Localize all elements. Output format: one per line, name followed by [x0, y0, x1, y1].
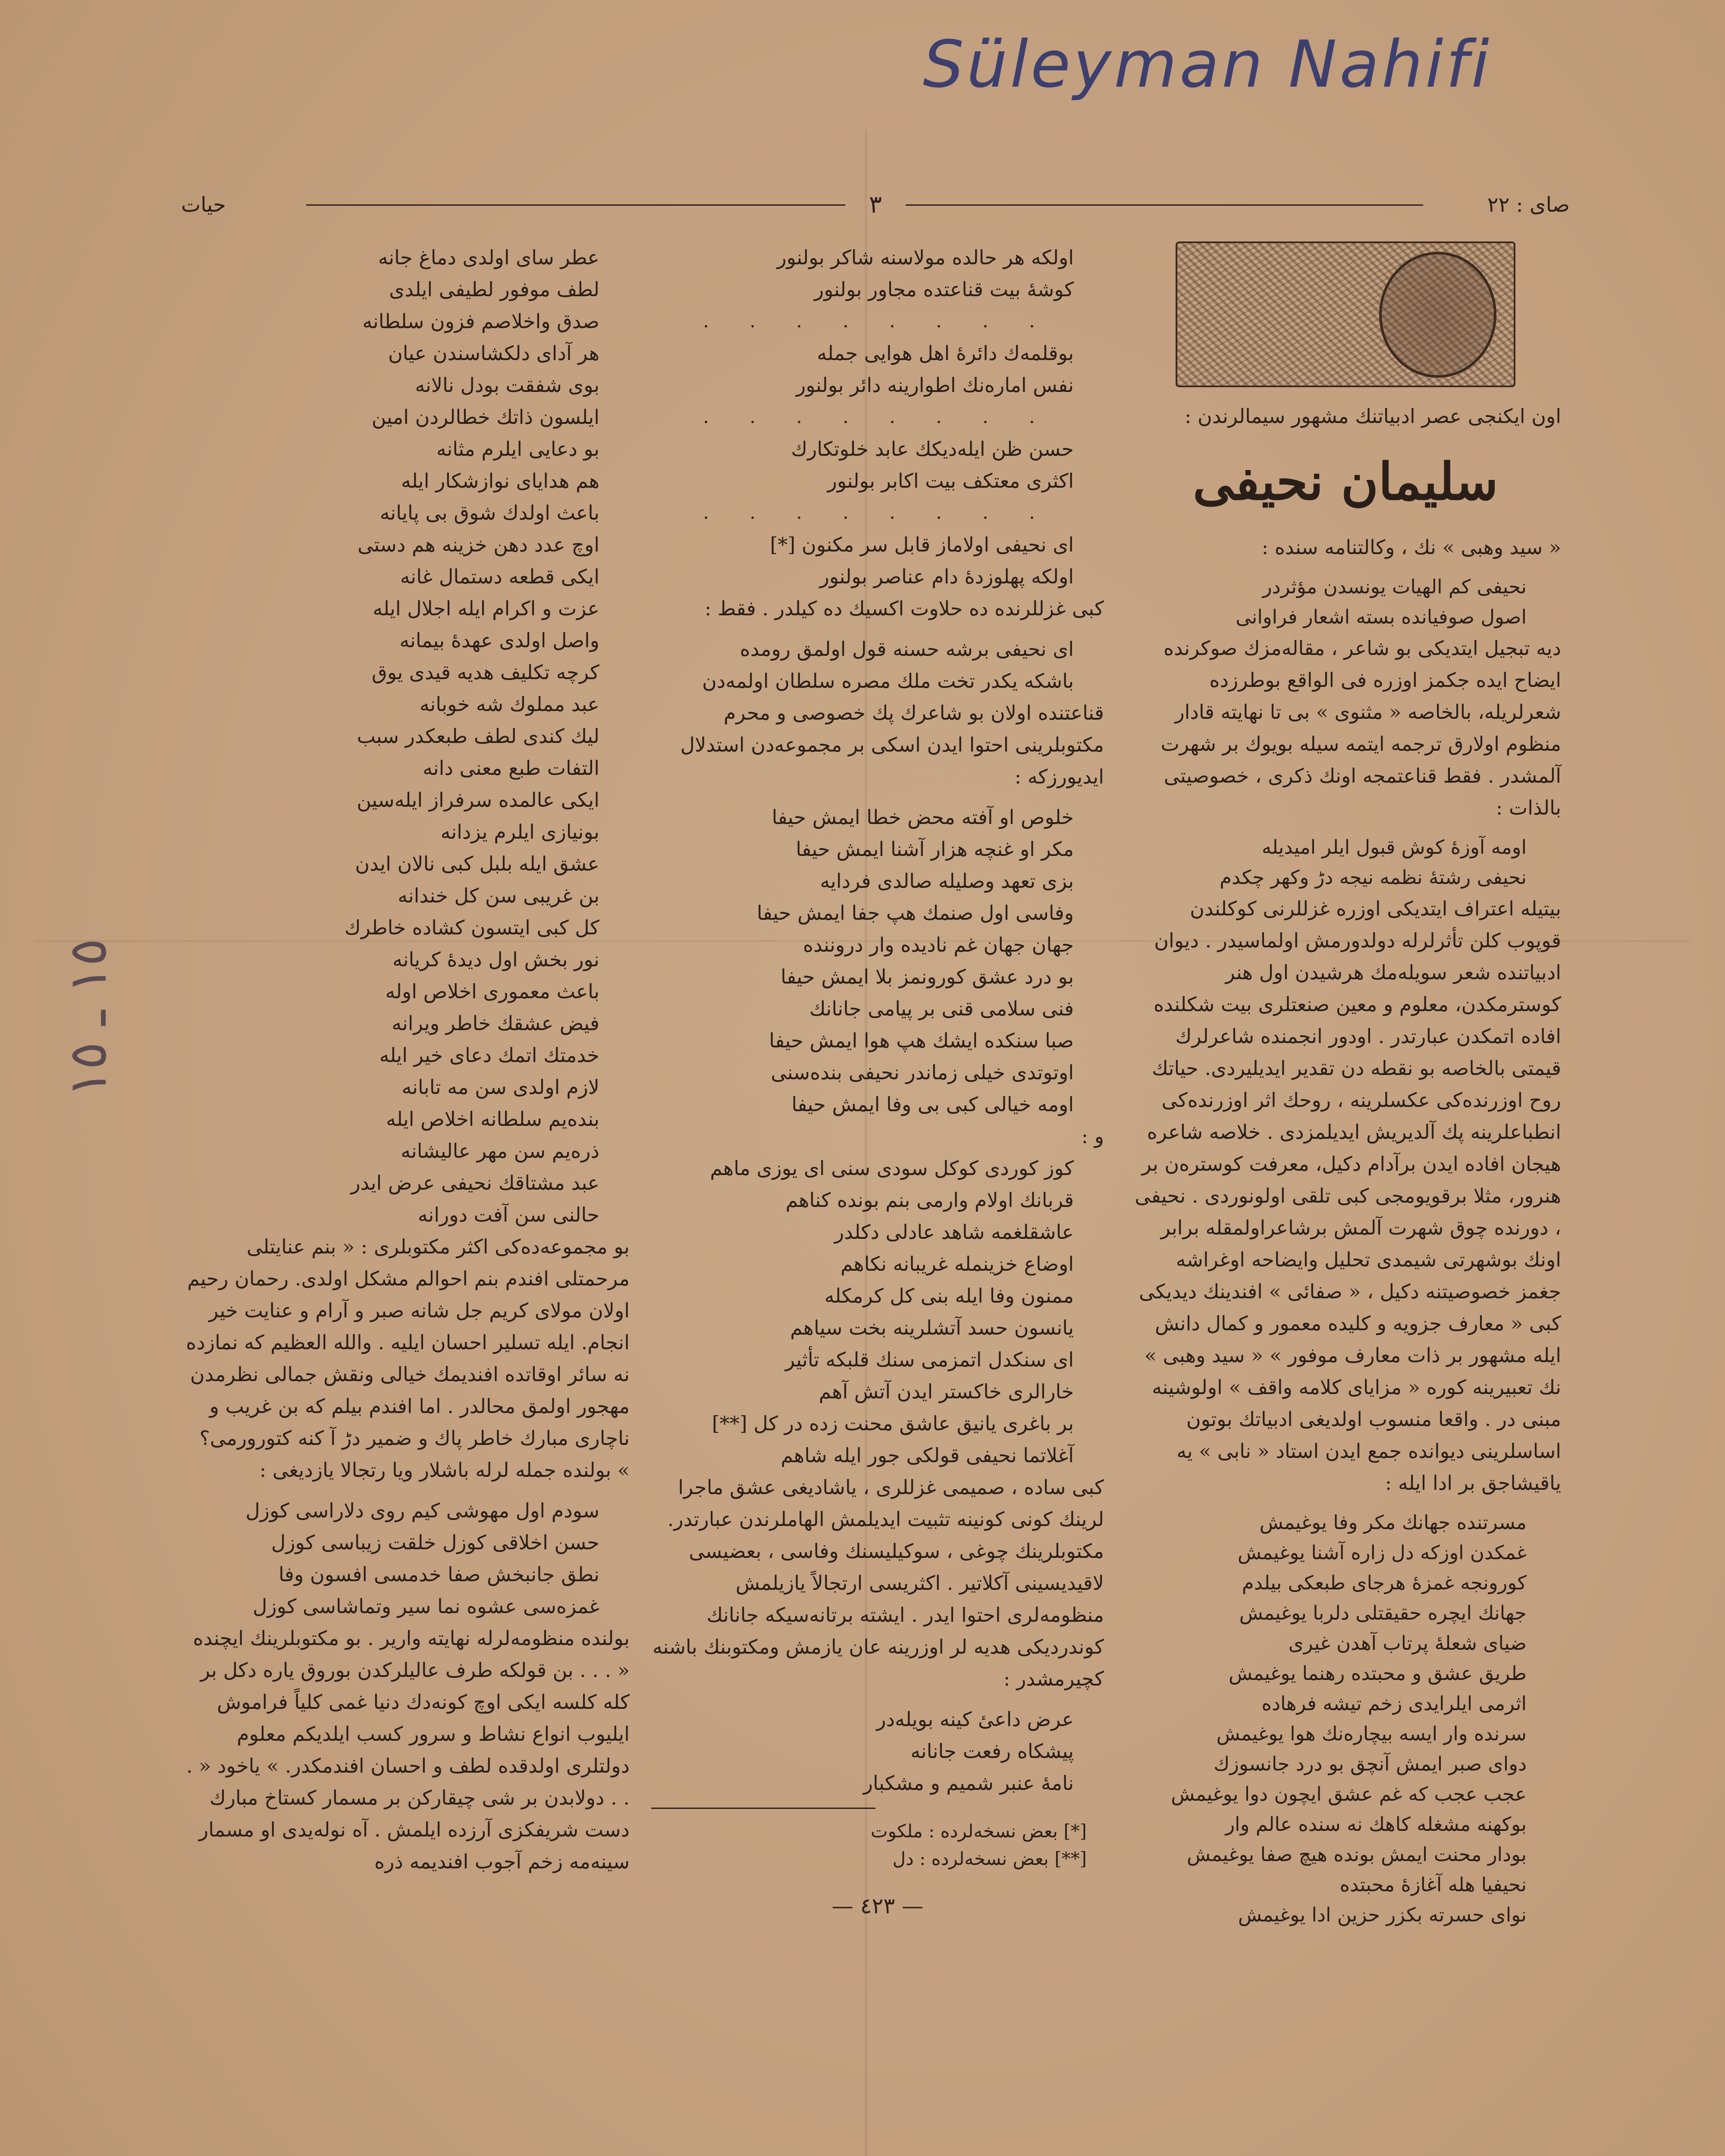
verse-line: واصل اولدی عهدهٔ بیمانه: [399, 629, 599, 652]
ellipsis-divider: . . . . . . . .: [703, 501, 1052, 523]
verse-line: جهان جهان غم نادیده وار دروننده: [803, 933, 1074, 956]
verse-line: لیك کندی لطف طبعکدر سبب: [357, 724, 599, 748]
footnote-rule: [651, 1808, 875, 1809]
verse-line: عجب عجب که غم عشق ایچون دوا یوغیمش: [1171, 1783, 1527, 1805]
verse-line: جهانك ایچره حقیقتلی دلربا یوغیمش: [1239, 1601, 1527, 1624]
verse-line: ذرەیم سن مهر عالیشانه: [401, 1139, 599, 1163]
verse-line: دوای صبر ایمش آنچق بو درد جانسوزك: [1214, 1752, 1527, 1775]
verse-line: وفاسی اول صنمك هپ جفا ایمش حیفا: [756, 901, 1074, 924]
verse-line: عاشقلغمه شاهد عادلی دکلدر: [834, 1220, 1074, 1244]
header-page-number: ٣: [869, 191, 882, 219]
verse-line: بونیازی ایلرم یزدانه: [440, 820, 599, 843]
paragraph: بو مجموعەدەکی اکثر مکتوبلری : « بنم عنایتلی مرحمتلی افندم بنم احوالم مشکل اولدی. رحمان رحیم اولان مولای کریم جل شانه صبر و آرام و عنایت خیر انجام. ایله تسلیر احسان ایلیه . والله العظیم که نمازده نه سائر اوقاتده افندیمك خیالی ونقش جمالی نظرمدن مهجور اولمق محالدر . اما افندم بیلم که بن غریب و ناچاری مبارك خاطر پاك و ضمیر دڑ آ کنه کتورورمی؟ » بولنده جمله لرله باشلار ویا رتجالا یازدیغی :: [186, 1235, 630, 1482]
verse-line: کورونجه غمزهٔ هرجای طبعکی بیلدم: [1242, 1571, 1527, 1594]
verse-line: اومه آوزهٔ کوش قبول ایلر امیدیله: [1261, 836, 1527, 859]
verse-line: ایکی قطعه دستمال غانه: [400, 565, 599, 588]
verse-line: نور بخش اول دیدهٔ کریانه: [392, 948, 599, 971]
verse-line: باعث معموری اخلاص اوله: [385, 980, 599, 1003]
verse-line: لازم اولدی سن مه تابانه: [401, 1075, 599, 1099]
paragraph: بیتیله اعتراف ایتدیکی اوزره غزللرنی کوکلندن قوپوب کلن تأثرلرله دولدورمش اولماسیدر . دیوان ادبیاتنده شعر سویلەمك هرشیدن اول هنر کوسترمکدن، معلوم و معین صنعتلری بیت شکلنده افاده اتمکدن عبارتدر . اودور انجمنده شاعرلرك قیمتی بالخاصه بو نقطه دن تقدیر ایدیلیردی. حیاتك روح اوزرندەکی عکسلرینه ، روحك اثر اوزرندەکی انطباعلرینه پك آلدیریش ایدیلمزدی . خلاصه شاعره هیجان افاده ایدن برآدام دکیل، معرفت کوسترەن بر هنرور، مثلا برقویومجی کبی تلقی اولونوردی . نحیفی ، دورنده چوق شهرت آلمش برشاعراولمقله برابر اونك بوشهرتی شیمدی تحلیل وایضاحه اوغراشه جغمز خصوصیتنه دکیل ، « صفائی » افندینك دیدیکی کبی « معارف جزویه و کلیده معمور و کمال دانش ایله مشهور بر ذات معارف موفور » « سید وهبی » نك تعبیرینه کوره « مزایای کلامه واقف » اولوشینه مبنی در . واقعا منسوب اولدیغی ادبیاتك بوتون اساسلرینی دیوانده جمع ایدن استاد « نابی » یه یاقیشاجق بر ادا ایله :: [1135, 897, 1561, 1495]
verse-line: صدق واخلاصم فزون سلطانه: [362, 310, 599, 333]
footnote: [**] بعض نسخەلرده : دل: [892, 1848, 1087, 1869]
issue-number: صاى : ٢٢: [1487, 193, 1570, 217]
verse-line: صبا سنکده ایشك هپ هوا ایمش حیفا: [769, 1029, 1074, 1052]
verse-line: حسن اخلاقی کوزل خلقت زیباسی کوزل: [271, 1531, 599, 1554]
verse-line: ای نحیفی اولاماز قابل سر مکنون [*]: [770, 533, 1074, 556]
page-number: — ٤٢٣ —: [831, 1893, 924, 1918]
verse-line: بوکهنه مشغله کاهك نه سنده عالم وار: [1225, 1813, 1527, 1836]
ellipsis-divider: . . . . . . . .: [703, 310, 1052, 332]
verse-block: [181, 1495, 630, 1622]
verse-line: کوز کوردی کوکل سودی سنی ای یوزی ماهم: [710, 1156, 1074, 1180]
verse-line: اوچ عدد دهن خزینه هم دستی: [358, 533, 599, 556]
verse-line: نحیفیا هله آغازهٔ محبتده: [1339, 1873, 1527, 1896]
paragraph: کبی ساده ، صمیمی غزللری ، یاشادیغی عشق ماجرا لرینك کونی کونینه تثبیت ایدیلمش الهاملرندن عبارتدر. مکتوبلرینك چوغی ، سوکیلیسنك وفاسی ، بعضیسی لاقیدیسینی آکلاتیر . اکثریسی ارتجالاً یازیلمش منظومەلری احتوا ایدر . ایشته برتانەسیکه جانانك کوندردیکی هدیه لر اوزرینه عان یازمش ومکتوبنك باشنه کچیرمشدر :: [652, 1476, 1104, 1690]
verse-line: فیض عشقك خاطر ویرانه: [392, 1012, 599, 1035]
verse-block: [651, 241, 1104, 305]
article-title: سلیمان نحیفی: [1192, 451, 1499, 511]
verse-block: [651, 801, 1104, 1120]
column-left: [181, 241, 630, 2156]
verse-line: یانسون حسد آتشلرینه بخت سیاهم: [790, 1316, 1074, 1339]
verse-line: اولکه هر حالده مولاسنه شاکر بولنور: [777, 246, 1074, 269]
footnote: [*] بعض نسخەلرده : ملکوت: [870, 1821, 1087, 1842]
verse-line: بندەیم سلطانه اخلاص ایله: [386, 1107, 599, 1131]
verse-line: خارالری خاکستر ایدن آتش آهم: [819, 1380, 1074, 1403]
verse-line: عشق ایله بلبل کبی نالان ایدن: [355, 852, 599, 875]
verse-block: [651, 433, 1104, 497]
verse-line: سرنده وار ایسه بیچارەنك هوا یوغیمش: [1216, 1722, 1527, 1745]
verse-line: بر باغری یانیق عاشق محنت زده در کل [**]: [712, 1412, 1074, 1435]
portrait-oval: [1379, 252, 1496, 378]
verse-line: اولکه پهلوزدهٔ دام عناصر بولنور: [819, 565, 1074, 588]
article-intro: اون ایکنجی عصر ادبیاتنك مشهور سیمالرندن :: [1184, 404, 1561, 428]
verse-line: اثرمی ایلرایدی زخم تیشه فرهاده: [1261, 1692, 1527, 1715]
verse-line: غمزەسی عشوه نما سیر وتماشاسی کوزل: [252, 1595, 599, 1618]
verse-line: نفس امارەنك اطوارینه دائر بولنور: [796, 373, 1074, 397]
verse-block: [1130, 1507, 1561, 1930]
verse-line: ای سنکدل اتمزمی سنك قلبکه تأثیر: [785, 1348, 1074, 1371]
verse-line: حسن ظن ایلەدیکك عابد خلوتکارك: [791, 437, 1074, 461]
verse-line: اصول صوفیانده بسته اشعار فراوانی: [1236, 605, 1527, 628]
verse-line: بو دعایی ایلرم مثانه: [436, 437, 599, 461]
verse-line: عرض داعیٔ کینه بویلەدر: [876, 1708, 1074, 1731]
verse-line: بزی تعهد وصلیله صالدی فردایه: [820, 869, 1074, 893]
verse-line: غمکدن اوزکه دل زاره آشنا یوغیمش: [1237, 1541, 1527, 1564]
paragraph: قناعتنده اولان بو شاعرك پك خصوصی و محرم مکتوبلرینی احتوا ایدن اسکی بر مجموعەدن استدلال ایدیورزکه :: [680, 701, 1104, 788]
verse-line: مکر او غنچه هزار آشنا ایمش حیفا: [796, 837, 1074, 861]
verse-line: بو درد عشق کورونمز بلا ایمش حیفا: [781, 965, 1074, 988]
verse-line: مسرتنده جهانك مکر وفا یوغیمش: [1259, 1511, 1527, 1534]
verse-line: آغلاتما نحیفی قولکی جور ایله شاهم: [781, 1444, 1074, 1467]
verse-line: اومه خیالی کبی بی وفا ایمش حیفا: [791, 1093, 1074, 1116]
verse-line: بوقلمەك دائرهٔ اهل هوایی جمله: [817, 342, 1074, 365]
verse-line: ایلسون ذاتك خطالردن امین: [371, 405, 599, 429]
verse-line: ضیای شعلهٔ پرتاب آهدن غیری: [1288, 1632, 1527, 1655]
verse-line: نطق جانبخش صفا خدمسی افسون وفا: [279, 1563, 599, 1586]
verse-line: سودم اول مهوشی کیم روی دلاراسی کوزل: [245, 1499, 599, 1522]
verse-line: باشکه یکدر تخت ملك مصره سلطان اولمەدن: [702, 669, 1074, 693]
verse-block: [1130, 832, 1561, 893]
verse-block: [651, 1703, 1104, 1799]
verse-line: عبد مشتاقك نحیفی عرض ایدر: [351, 1171, 599, 1194]
verse-line: بوی شفقت بودل نالانه: [415, 373, 599, 397]
page-header: [181, 185, 1570, 224]
verse-line: ای نحیفی برشه حسنه قول اولمق رومده: [740, 637, 1074, 661]
portrait-engraving: [1176, 241, 1515, 387]
verse-line: فنی سلامی قنی بر پیامی جانانك: [809, 997, 1074, 1020]
margin-pencil-note: [39, 936, 138, 1100]
verse-line: هر آدای دلکشاسندن عیان: [388, 342, 599, 365]
verse-line: بودار محنت ایمش بونده هیچ صفا یوغیمش: [1186, 1843, 1527, 1866]
verse-block: [651, 529, 1104, 592]
verse-block: [651, 1152, 1104, 1471]
verse-line: عطر سای اولدی دماغ جانه: [378, 246, 599, 269]
header-rule-left: [306, 204, 845, 206]
verse-line: کرچه تکلیف هدیه قیدی یوق: [372, 661, 599, 684]
verse-line: نوای حسرته بکزر حزین ادا یوغیمش: [1238, 1903, 1527, 1926]
handwritten-note: Süleyman Nahifi: [923, 27, 1492, 102]
verse-line: طریق عشق و محبتده رهنما یوغیمش: [1228, 1662, 1527, 1685]
verse-line: حالنی سن آفت دورانه: [417, 1203, 599, 1226]
verse-line: قربانك اولام وارمی بنم بونده کناهم: [785, 1188, 1074, 1212]
column-middle: [651, 241, 1104, 2156]
verse-line: هم هدایای نوازشکار ایله: [401, 469, 599, 492]
ellipsis-divider: . . . . . . . .: [703, 406, 1052, 428]
conjunction-line: و :: [1081, 1125, 1104, 1148]
verse-block: [181, 241, 630, 1231]
verse-line: لطف موفور لطیفی ایلدی: [389, 278, 599, 301]
verse-line: عزت و اکرام ایله اجلال ایله: [373, 597, 599, 620]
verse-line: عبد مملوك شه خوبانه: [419, 693, 599, 716]
verse-line: ایکی عالمده سرفراز ایلەسین: [357, 788, 599, 812]
verse-line: خلوص او آفته محض خطا ایمش حیفا: [772, 805, 1074, 829]
verse-line: ممنون وفا ایله بنی کل کرمکله: [824, 1284, 1074, 1307]
verse-line: نحیفی رشتهٔ نظمه نیجه دڑ وکهر چکدم: [1220, 866, 1527, 889]
paragraph: دیه تبجیل ایتدیکی بو شاعر ، مقالەمزك صوكرنده ایضاح ایده جکمز اوزره فی الواقع بوطرزده شعرلریله، بالخاصه « مثنوی » بی تا نهایته قادار منظوم اولارق ترجمه ایتمه سیله بویوك بر شهرت آلمشدر . فقط قناعتمجه اونك ذکری ، خصوصیتی بالذات :: [1160, 636, 1561, 819]
verse-line: التفات طبع معنی دانه: [423, 756, 599, 780]
paragraph: کبی غزللرنده ده حلاوت اکسیك ده کیلدر . فقط :: [704, 597, 1104, 620]
verse-block: [651, 633, 1104, 697]
column-right: [1130, 241, 1561, 2156]
verse-line: اوتوتدی خیلی زماندر نحیفی بندەسنی: [771, 1061, 1074, 1084]
margin-note-text: ١٥ ـ ١٥: [58, 938, 119, 1097]
verse-block: [1130, 572, 1561, 632]
verse-line: خدمتك اتمك دعای خیر ایله: [379, 1044, 599, 1067]
verse-line: اوضاع خزینمله غریبانه نکاهم: [840, 1252, 1074, 1275]
verse-line: کل کبی ایتسون کشاده خاطرك: [344, 916, 599, 939]
verse-line: اکثری معتکف بیت اکابر بولنور: [827, 469, 1074, 492]
header-rule-right: [906, 204, 1423, 206]
verse-line: بن غریبی سن کل خندانه: [398, 884, 599, 907]
verse-block: [651, 337, 1104, 401]
verse-line: نحیفی کم الهیات یونسدن مؤثردر: [1262, 575, 1527, 598]
verse-line: باعث اولدك شوق بی پایانه: [380, 501, 599, 524]
journal-name: حيات: [181, 193, 226, 217]
verse-line: نامهٔ عنبر شمیم و مشکبار: [863, 1771, 1074, 1795]
paragraph: بولنده منظومەلرله نهایته واریر . بو مکتوبلرینك ایچنده « . . . بن قولکه طرف عالیلرکدن بوروق یاره دکل بر کله کلسه ایکی اوچ کونەدك دنیا غمی کلیاً فراموش ایلیوب انواع نشاط و سرور کسب ایلدیکم معلوم دولتلری اولدقده لطف و احسان افندمکدر. » یاخود « . . . دولابدن بر شی چیقارکن بر مسمار کستاخ مبارك دست شریفکزی آرزده ایلمش . آه نولەیدی او مسمار سینەمه زخم آجوب افندیمه ذره: [186, 1626, 630, 1873]
verse-line: پیشکاه رفعت جانانه: [910, 1739, 1074, 1763]
paragraph: « سید وهبی » نك ، وکالتنامه سنده :: [1261, 536, 1561, 559]
verse-line: کوشهٔ بیت قناعتده مجاور بولنور: [814, 278, 1074, 301]
